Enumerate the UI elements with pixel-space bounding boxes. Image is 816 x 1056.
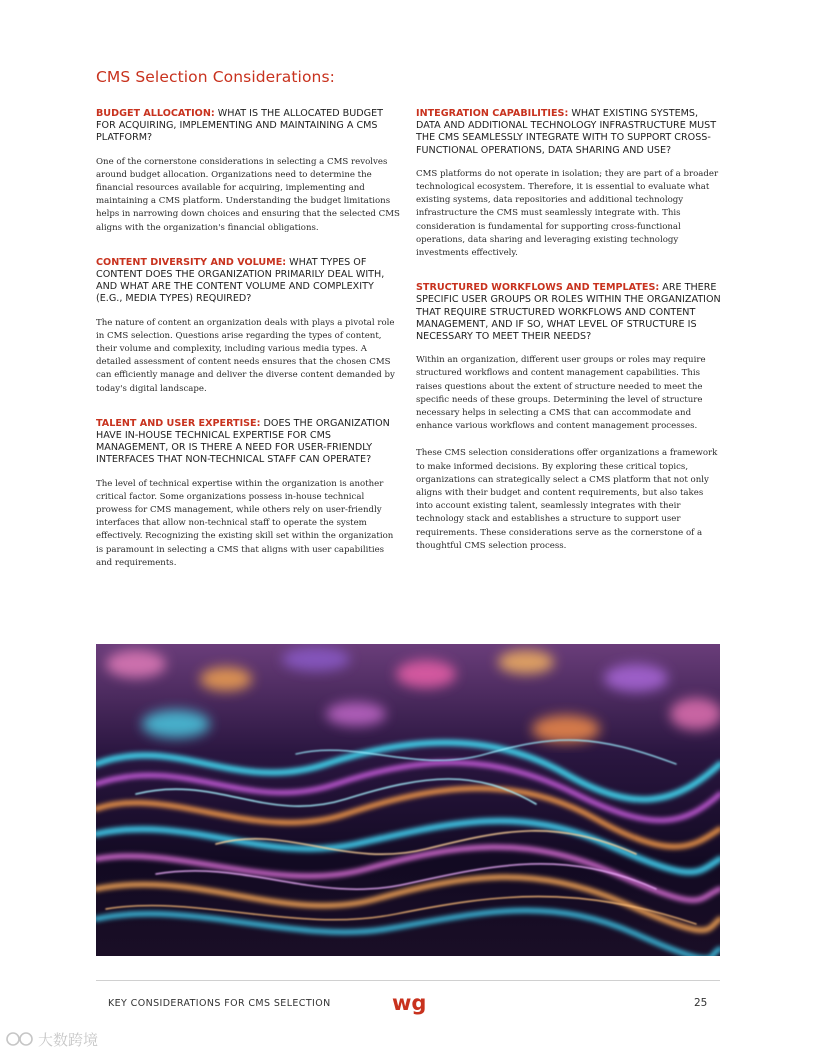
section-paragraph: Within an organization, different user groups or roles may require structured workflows and content management capabilities. This raises questions about the extent of structure needed to meet the specific needs of these groups. Determining the level of structure necessary helps in selecting a CMS that can accommodate and enhance various workflows and content management processes. xyxy=(416,355,706,432)
section-heading xyxy=(416,282,722,343)
footer-divider xyxy=(96,980,720,981)
page-number: 25 xyxy=(694,997,708,1009)
section-keyword: BUDGET ALLOCATION: xyxy=(96,108,215,119)
page-title: CMS Selection Considerations: xyxy=(96,68,335,86)
section-workflows xyxy=(416,282,722,553)
section-keyword: STRUCTURED WORKFLOWS AND TEMPLATES: xyxy=(416,282,660,294)
section-talent-expertise xyxy=(96,418,402,570)
section-question: WHAT IS THE ALLOCATED BUDGET FOR ACQUIRING, IMPLEMENTING AND MAINTAINING A CMS PLATFORM? xyxy=(96,108,384,144)
section-heading xyxy=(96,418,402,467)
section-question: DOES THE ORGANIZATION HAVE IN-HOUSE TECHNICAL EXPERTISE FOR CMS MANAGEMENT, OR IS THERE A NEED FOR USER-FRIENDLY INTERFACES THAT NON-TECHNICAL STAFF CAN OPERATE? xyxy=(96,417,390,466)
section-paragraph: The nature of content an organization deals with plays a pivotal role in CMS selection. Questions arise regarding the types of content, their volume and complexity, including various media types. A detailed assessment of content needs ensures that the chosen CMS can efficiently manage and deliver the diverse content demanded by today's digital landscape. xyxy=(96,317,395,394)
section-question: ARE THERE SPECIFIC USER GROUPS OR ROLES WITHIN THE ORGANIZATION THAT REQUIRE STRUCTURED WORKFLOWS AND CONTENT MANAGEMENT, AND IF SO, WHAT LEVEL OF STRUCTURE IS NECESSARY TO MEET THEIR NEEDS? xyxy=(416,282,721,343)
wg-logo-icon xyxy=(390,990,430,1020)
hero-image xyxy=(96,644,720,956)
abstract-wave-image xyxy=(96,644,720,956)
section-heading xyxy=(96,257,402,306)
section-keyword: INTEGRATION CAPABILITIES: xyxy=(416,108,569,119)
section-content-diversity xyxy=(96,257,402,396)
logo-text: wg xyxy=(392,991,427,1015)
watermark-logo xyxy=(4,1026,114,1052)
section-heading xyxy=(416,108,722,157)
footer-title: KEY CONSIDERATIONS FOR CMS SELECTION xyxy=(108,998,331,1009)
section-question: WHAT TYPES OF CONTENT DOES THE ORGANIZATION PRIMARILY DEAL WITH, AND WHAT ARE THE CONTENT VOLUME AND COMPLEXITY (E.G., MEDIA TYPES) REQUIRED? xyxy=(96,256,385,305)
section-integration xyxy=(416,108,722,260)
section-keyword: CONTENT DIVERSITY AND VOLUME: xyxy=(96,256,287,268)
watermark-text: 大数跨境 xyxy=(38,1031,99,1049)
right-column xyxy=(416,108,722,575)
section-paragraph: One of the cornerstone considerations in selecting a CMS revolves around budget allocation. Organizations need to determine the financial resources available for acquiring, implementing and maintaining a CMS platform. Understanding the budget limitations helps in narrowing down choices and ensuring that the selected CMS aligns with the organization's financial obligations. xyxy=(96,156,400,233)
left-column xyxy=(96,108,402,592)
section-budget-allocation xyxy=(96,108,402,235)
section-question: WHAT EXISTING SYSTEMS, DATA AND ADDITIONAL TECHNOLOGY INFRASTRUCTURE MUST THE CMS SEAMLESSLY INTEGRATE WITH TO SUPPORT CROSS-FUNCTIONAL OPERATIONS, DATA SHARING AND USE? xyxy=(416,108,717,156)
section-heading xyxy=(96,108,402,145)
section-paragraph: CMS platforms do not operate in isolation; they are part of a broader technological ecosystem. Therefore, it is essential to evaluate what existing systems, data repositories and additional technology infrastructure the CMS must seamlessly integrate with. This consideration is fundamental for supporting cross-functional operations, data sharing and leveraging existing technology investments effectively. xyxy=(416,168,719,259)
section-keyword: TALENT AND USER EXPERTISE: xyxy=(96,417,261,429)
section-paragraph: The level of technical expertise within the organization is another critical factor. Some organizations possess in-house technical prowess for CMS management, while others rely on user-friendly interfaces that allow non-technical staff to operate the system effectively. Recognizing the existing skill set within the organization is paramount in selecting a CMS that aligns with user capabilities and requirements. xyxy=(96,478,394,568)
conclusion-paragraph: These CMS selection considerations offer organizations a framework to make informed decisions. By exploring these critical topics, organizations can strategically select a CMS platform that not only aligns with their budget and content requirements, but also takes into account existing talent, seamlessly integrates with their technology stack and establishes a structure to support user requirements. These considerations serve as the cornerstone of a thoughtful CMS selection process. xyxy=(416,448,718,551)
